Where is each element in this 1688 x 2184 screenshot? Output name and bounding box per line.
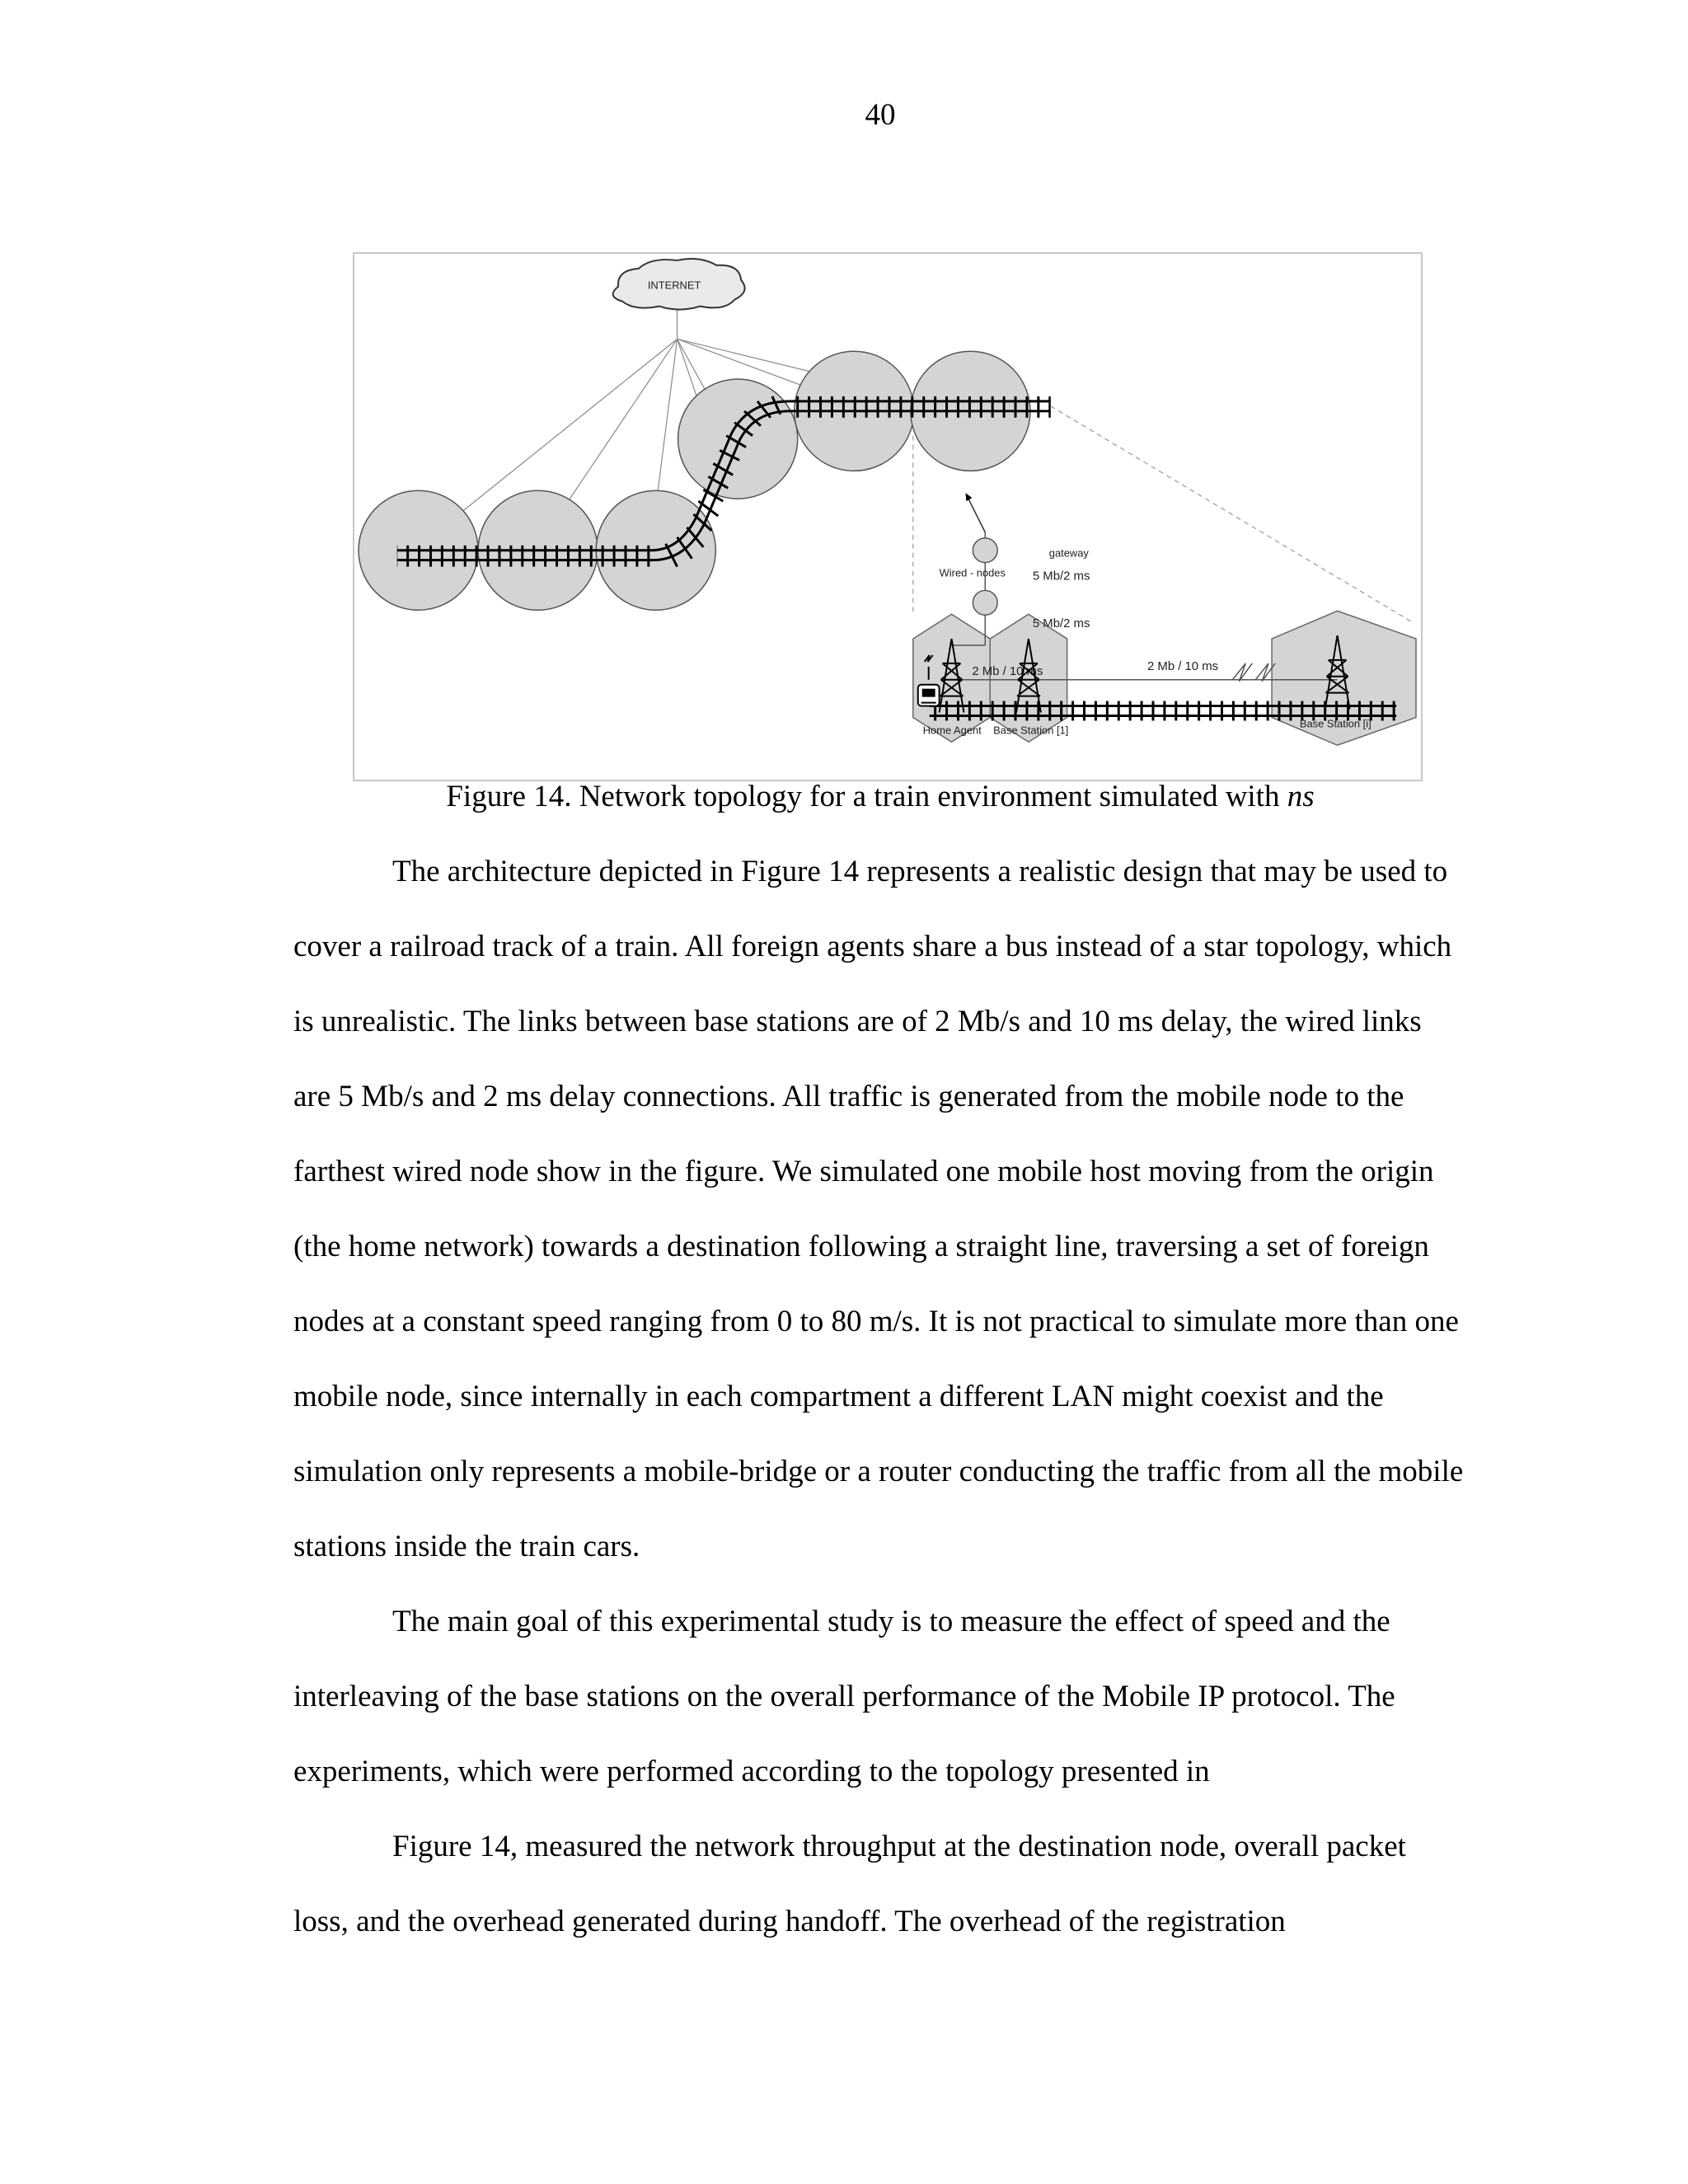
link-label: 2 Mb / 10 ms	[1147, 659, 1219, 673]
paragraph: The architecture depicted in Figure 14 represents a realistic design that may be used to cover a railroad track of a train. All foreign agents share a bus instead of a star topology, which is unrealistic. The links between base stations are of 2 Mb/s and 10 ms delay, the wired links are 5 Mb/s and 2 ms delay connections. All traffic is generated from the mobile node to the farthest wired node show in the figure. We simulated one mobile host moving from the origin (the home network) towards a destination following a straight line, traversing a set of foreign nodes at a constant speed ranging from 0 to 80 m/s. It is not practical to simulate more than one mobile node, since internally in each compartment a different LAN might coexist and the simulation only represents a mobile-bridge or a router conducting the traffic from all the mobile stations inside the train cars.	[293, 855, 1464, 1563]
caption-text: Figure 14. Network topology for a train environment simulated with	[446, 780, 1287, 813]
internet-label: INTERNET	[647, 279, 701, 292]
link-label: 2 Mb / 10 ms	[972, 664, 1043, 678]
internet-cloud	[613, 259, 745, 310]
wired-node	[973, 590, 997, 615]
wired-nodes-label: Wired - nodes	[939, 566, 1006, 579]
base-station-n-label: Base Station [i]	[1299, 717, 1372, 730]
coverage-cell	[678, 379, 798, 499]
caption-italic: ns	[1287, 780, 1315, 813]
network-topology-figure	[353, 252, 1423, 781]
body-text	[293, 834, 1464, 1959]
gateway-node	[973, 538, 997, 563]
figure-caption	[0, 779, 1688, 814]
paragraph: The main goal of this experimental study is to measure the effect of speed and the interleaving of the base stations on the overall performance of the Mobile IP protocol. The experiments, which were performed according to the topology presented in	[293, 1605, 1395, 1788]
link-label: 5 Mb/2 ms	[1032, 569, 1090, 583]
paragraph: Figure 14, measured the network throughput at the destination node, overall packet loss, and the overhead generated during handoff. The overhead of the registration	[293, 1830, 1406, 1938]
link-label: 5 Mb/2 ms	[1032, 617, 1090, 631]
base-station-1-label: Base Station [1]	[993, 724, 1069, 737]
gateway-label: gateway	[1048, 546, 1089, 560]
page-number: 40	[865, 98, 896, 132]
home-agent-label: Home Agent	[922, 724, 982, 737]
topology-diagram	[354, 254, 1421, 780]
